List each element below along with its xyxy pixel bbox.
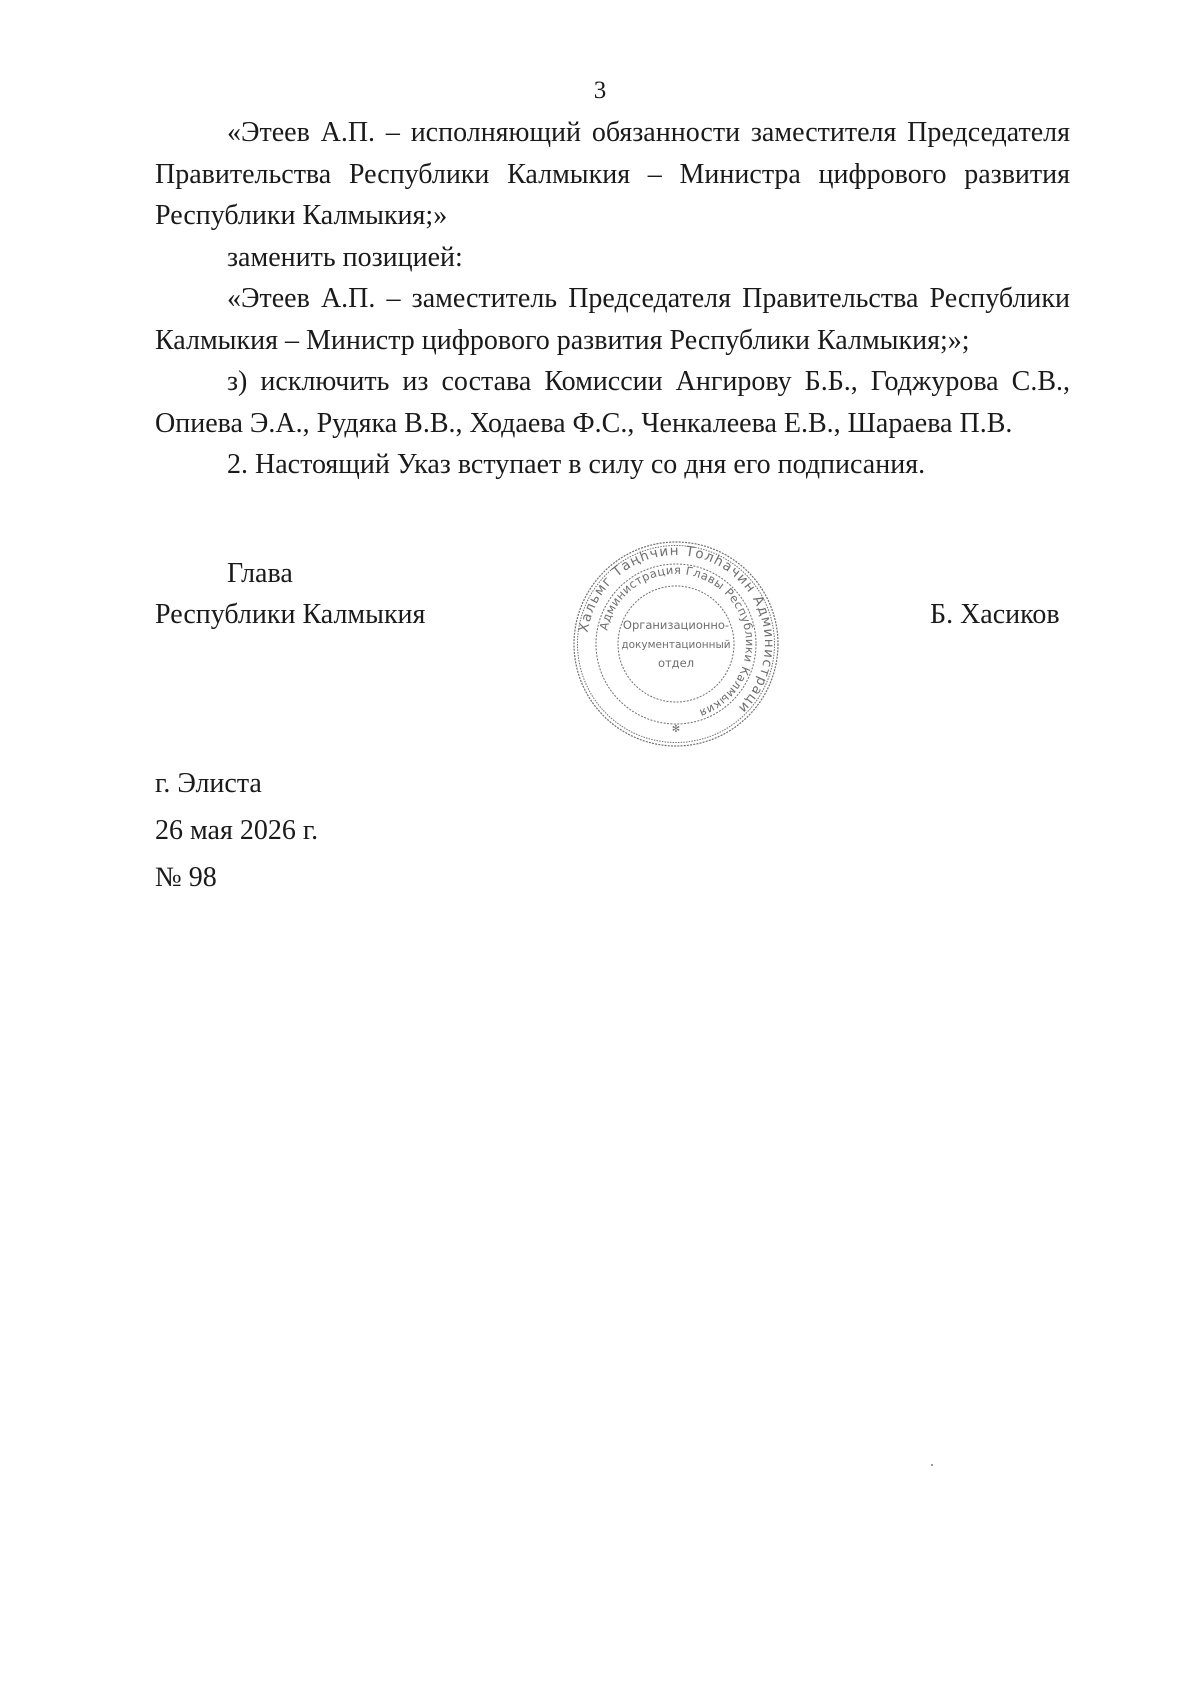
stamp-outer-text: Хальмг Таңһчин Толһачин Администраци: [575, 542, 778, 717]
paragraph-new-position: «Этеев А.П. – заместитель Председателя Правительства Республики Калмыкия – Министр цифрового развития Республики Калмыкия;»;: [155, 283, 1070, 356]
paragraph-old-position: «Этеев А.П. – исполняющий обязанности заместителя Председателя Правительства Республики Калмыкия – Министра цифрового развития Республики Калмыкия;»: [155, 117, 1070, 231]
document-body: [155, 112, 1070, 486]
stamp-star-icon: ✻: [671, 724, 681, 735]
stamp-center-line2: документационный: [621, 639, 731, 651]
page-number: 3: [593, 77, 607, 104]
paragraph-replace-with: заменить позицией:: [227, 241, 463, 273]
decree-number: № 98: [155, 862, 217, 893]
signatory-title: [155, 553, 425, 635]
paragraph-effective-date: 2. Настоящий Указ вступает в силу со дня его подписания.: [227, 449, 926, 480]
signatory-name: Б. Хасиков: [930, 599, 1060, 630]
signing-date: 26 мая 2026 г.: [155, 815, 319, 846]
stamp-center-line3: отдел: [657, 656, 695, 670]
signatory-title-line2: Республики Калмыкия: [155, 599, 426, 630]
scan-speck: [931, 1464, 933, 1466]
paragraph-exclude-members: з) исключить из состава Комиссии Ангирову Б.Б., Годжурова С.В., Опиева Э.А., Рудяка В.В., Ходаева Ф.С., Ченкалеева Е.В., Шараева П.В.: [155, 366, 1070, 439]
official-stamp: [572, 540, 780, 748]
document-details: [155, 760, 318, 901]
stamp-center-line1: Организационно-: [622, 618, 730, 632]
stamp-inner-text: Администрация Главы Республики Калмыкия: [596, 562, 758, 721]
place-of-signing: г. Элиста: [155, 768, 262, 799]
signatory-title-line1: Глава: [227, 558, 293, 589]
